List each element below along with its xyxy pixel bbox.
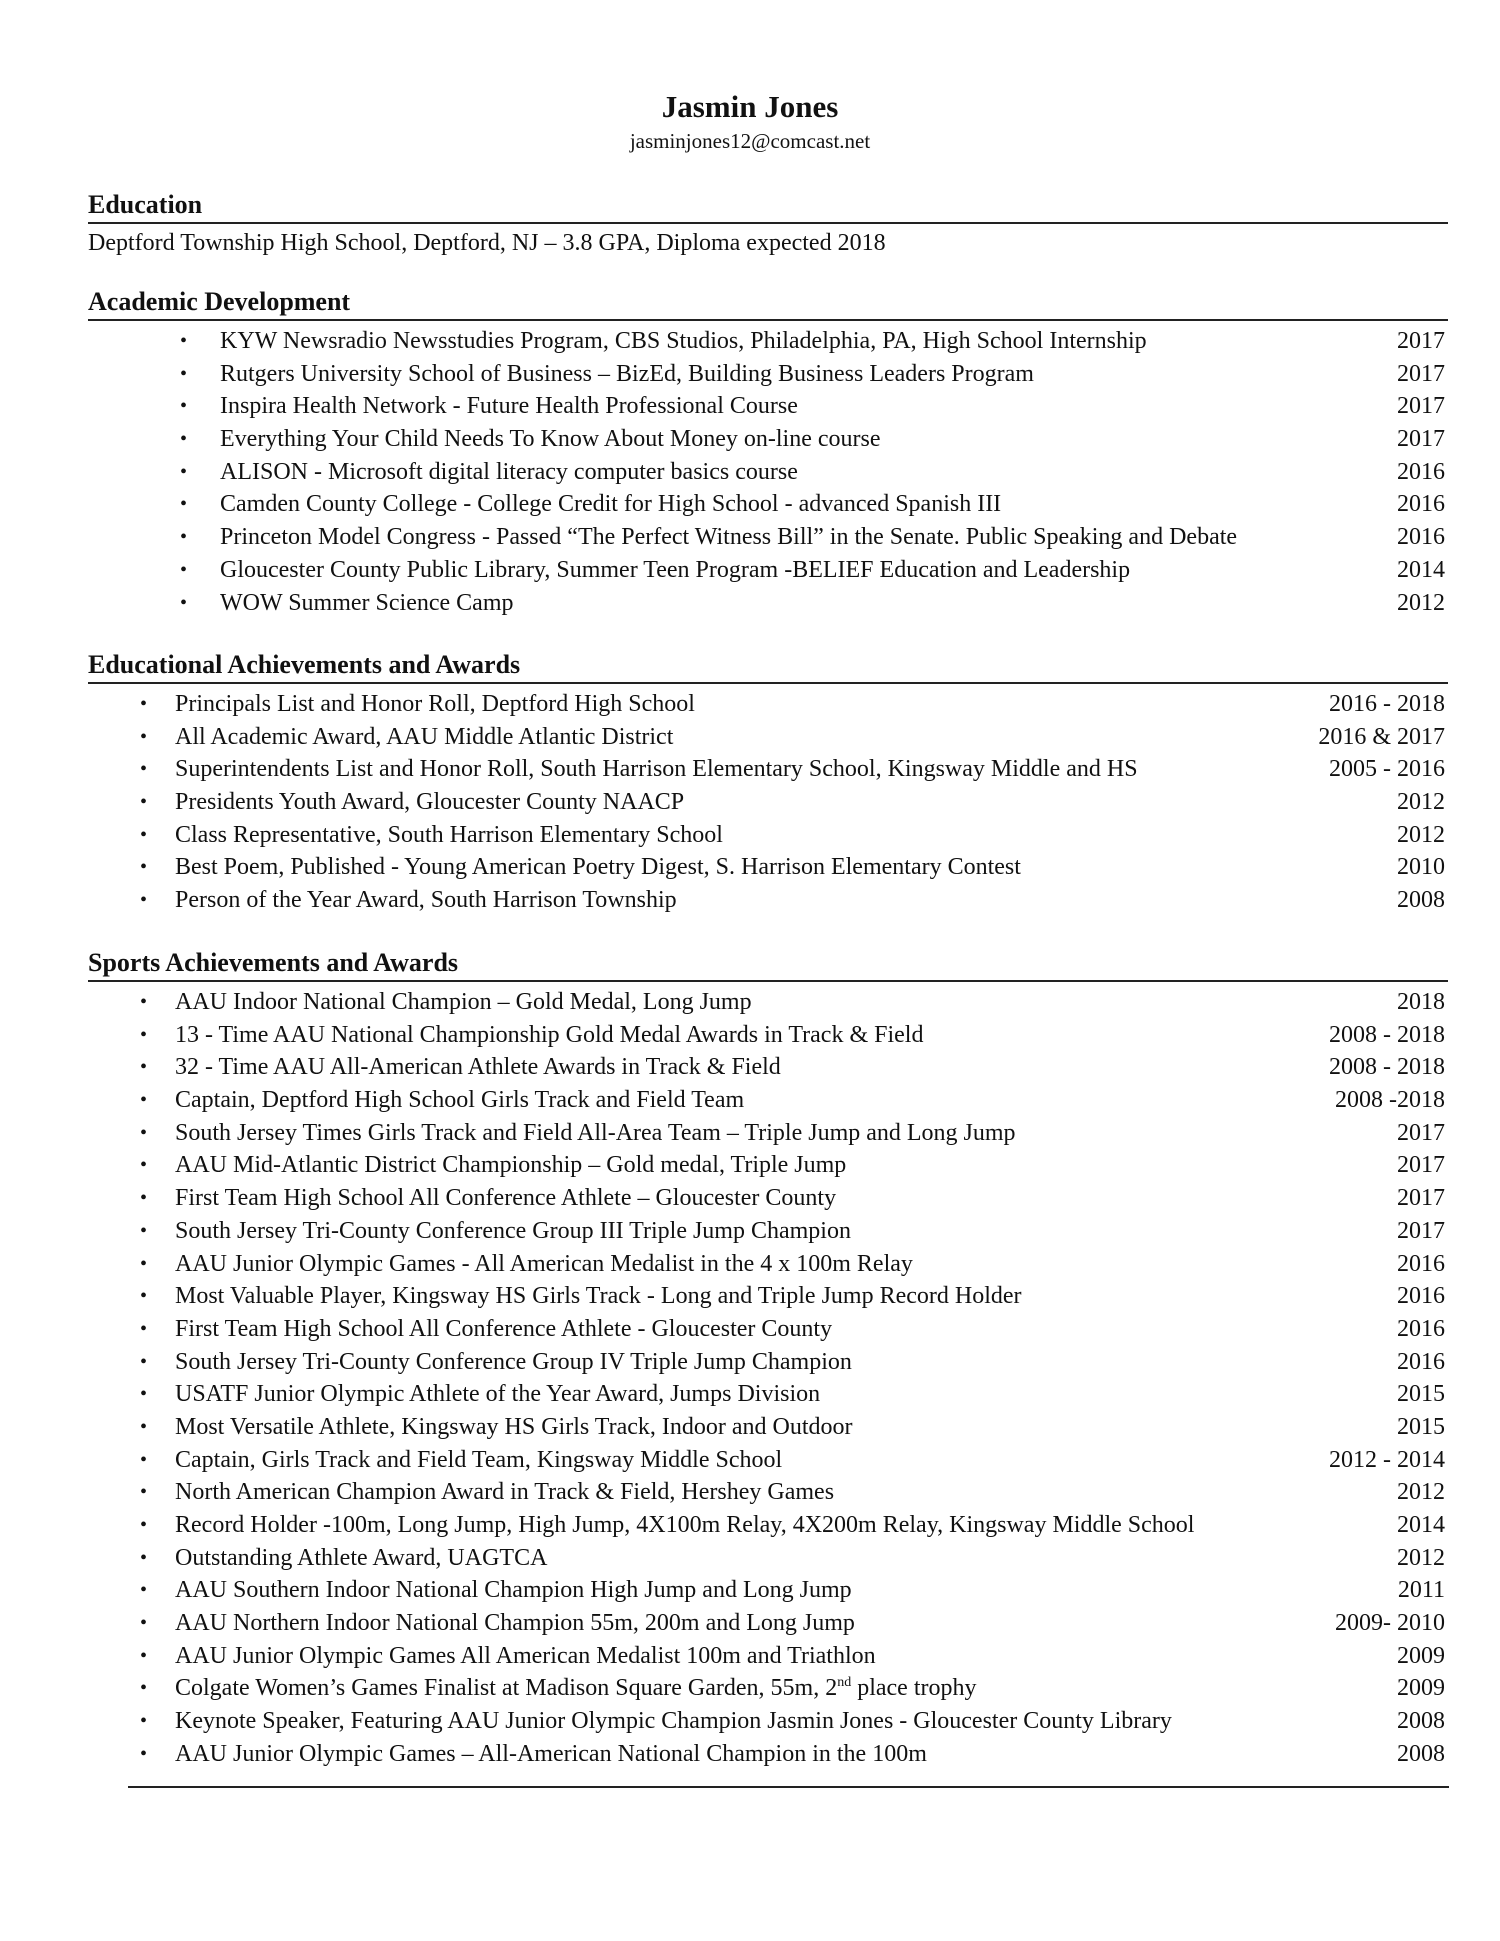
item-year: 2009 <box>1397 1642 1445 1669</box>
item-year: 2009- 2010 <box>1335 1610 1445 1637</box>
item-text: North American Champion Award in Track & Field, Hershey Games <box>175 1479 835 1506</box>
list-item <box>88 1672 1445 1705</box>
item-year: 2017 <box>1397 1152 1445 1179</box>
item-text: All Academic Award, AAU Middle Atlantic District <box>175 723 674 750</box>
list-item <box>88 1444 1445 1477</box>
item-year: 2017 <box>1397 1217 1445 1244</box>
list-item <box>88 786 1445 819</box>
item-text: AAU Junior Olympic Games All American Medalist 100m and Triathlon <box>175 1642 876 1669</box>
list-item <box>88 1051 1445 1084</box>
list-item <box>88 1509 1445 1542</box>
bullet-icon: • <box>140 1285 148 1308</box>
bullet-icon: • <box>140 991 148 1013</box>
item-text: Principals List and Honor Roll, Deptford High School <box>175 691 695 717</box>
item-year: 2016 <box>1397 491 1445 518</box>
list-item <box>88 1248 1445 1281</box>
bullet-icon: • <box>140 1710 148 1733</box>
educational-awards-heading: Educational Achievements and Awards <box>88 650 1448 684</box>
item-year: 2009 <box>1397 1675 1445 1702</box>
list-item <box>88 587 1445 620</box>
item-text: AAU Indoor National Champion – Gold Medal, Long Jump <box>175 989 752 1015</box>
item-year: 2008 <box>1397 1708 1445 1735</box>
item-text: AAU Mid-Atlantic District Championship – Gold medal, Triple Jump <box>175 1152 847 1179</box>
item-year: 2014 <box>1397 1512 1445 1538</box>
item-text: South Jersey Tri-County Conference Group IV Triple Jump Champion <box>175 1348 852 1375</box>
bullet-icon: • <box>180 460 188 483</box>
item-year: 2017 <box>1397 393 1445 420</box>
item-year: 2011 <box>1397 1577 1445 1604</box>
bullet-icon: • <box>180 362 188 385</box>
item-year: 2012 <box>1397 789 1445 816</box>
list-item <box>88 1117 1445 1150</box>
item-text: AAU Junior Olympic Games – All-American National Champion in the 100m <box>175 1740 927 1767</box>
item-year: 2015 <box>1397 1413 1445 1440</box>
bottom-rule-divider <box>128 1786 1449 1788</box>
list-item <box>88 1738 1445 1771</box>
list-item <box>88 1411 1445 1444</box>
item-year: 2008 <box>1397 887 1445 914</box>
item-year: 2017 <box>1397 1119 1445 1146</box>
item-year: 2014 <box>1397 556 1445 583</box>
bullet-icon: • <box>140 1546 148 1569</box>
item-text: Most Valuable Player, Kingsway HS Girls Track - Long and Triple Jump Record Holder <box>175 1283 1022 1310</box>
bullet-icon: • <box>140 1154 148 1177</box>
item-text: Best Poem, Published - Young American Poetry Digest, S. Harrison Elementary Contest <box>175 854 1021 881</box>
item-text: USATF Junior Olympic Athlete of the Year Award, Jumps Division <box>175 1381 821 1408</box>
item-year: 2016 <box>1397 1348 1445 1375</box>
bullet-icon: • <box>140 1612 148 1635</box>
list-item <box>88 721 1445 754</box>
item-text: AAU Northern Indoor National Champion 55m, 200m and Long Jump <box>175 1610 855 1637</box>
item-year: 2010 <box>1397 854 1445 881</box>
item-text: Most Versatile Athlete, Kingsway HS Girls Track, Indoor and Outdoor <box>175 1413 853 1440</box>
bullet-icon: • <box>140 856 148 879</box>
item-text-after: place trophy <box>851 1675 977 1702</box>
item-year: 2016 <box>1397 458 1445 485</box>
item-year: 2008 - 2018 <box>1329 1054 1445 1081</box>
bullet-icon: • <box>140 1252 148 1275</box>
item-year: 2017 <box>1397 328 1445 354</box>
item-year: 2017 <box>1397 1185 1445 1212</box>
academic-development-heading: Academic Development <box>88 287 1448 321</box>
item-year: 2012 - 2014 <box>1329 1446 1445 1473</box>
bullet-icon: • <box>180 330 188 352</box>
item-year: 2016 <box>1397 1315 1445 1342</box>
bullet-icon: • <box>140 725 148 748</box>
item-text <box>175 1672 977 1705</box>
list-item <box>88 1182 1445 1215</box>
item-year: 2012 <box>1397 1479 1445 1506</box>
bullet-icon: • <box>180 558 188 581</box>
list-item <box>88 1378 1445 1411</box>
bullet-icon: • <box>140 1514 148 1536</box>
bullet-icon: • <box>180 591 188 614</box>
bullet-icon: • <box>140 1350 148 1373</box>
resume-name: Jasmin Jones <box>661 89 839 124</box>
item-text: First Team High School All Conference Athlete - Gloucester County <box>175 1315 833 1342</box>
bullet-icon: • <box>140 1187 148 1210</box>
bullet-icon: • <box>180 493 188 516</box>
item-year: 2012 <box>1397 1544 1445 1571</box>
bullet-icon: • <box>140 791 148 814</box>
list-item <box>88 1346 1445 1379</box>
item-text: Captain, Deptford High School Girls Track and Field Team <box>175 1087 745 1114</box>
item-text: Record Holder -100m, Long Jump, High Jump, 4X100m Relay, 4X200m Relay, Kingsway Middle School <box>175 1512 1195 1538</box>
bullet-icon: • <box>180 428 188 451</box>
list-item <box>88 1215 1445 1248</box>
list-item <box>88 390 1445 423</box>
list-item <box>88 1574 1445 1607</box>
item-year: 2016 - 2018 <box>1329 691 1445 717</box>
list-item <box>88 1640 1445 1673</box>
list-item <box>88 358 1445 391</box>
list-item <box>88 423 1445 456</box>
item-text: Keynote Speaker, Featuring AAU Junior Olympic Champion Jasmin Jones - Gloucester County Library <box>175 1708 1172 1735</box>
bullet-icon: • <box>140 1579 148 1602</box>
education-heading: Education <box>88 190 1448 224</box>
item-text: Rutgers University School of Business – BizEd, Building Business Leaders Program <box>220 360 1034 387</box>
list-item <box>88 986 1445 1019</box>
bullet-icon: • <box>140 1448 148 1471</box>
item-text: ALISON - Microsoft digital literacy computer basics course <box>220 458 798 485</box>
item-text: First Team High School All Conference Athlete – Gloucester County <box>175 1185 837 1212</box>
list-item <box>88 325 1445 358</box>
item-text: South Jersey Times Girls Track and Field All-Area Team – Triple Jump and Long Jump <box>175 1119 1016 1146</box>
list-item <box>88 456 1445 489</box>
item-year: 2017 <box>1397 426 1445 453</box>
bullet-icon: • <box>140 1481 148 1504</box>
list-item <box>88 488 1445 521</box>
list-item <box>88 1019 1445 1052</box>
item-year: 2016 <box>1397 1283 1445 1310</box>
item-year: 2008 <box>1397 1740 1445 1767</box>
item-year: 2015 <box>1397 1381 1445 1408</box>
item-text: AAU Southern Indoor National Champion High Jump and Long Jump <box>175 1577 852 1604</box>
list-item <box>88 1084 1445 1117</box>
list-item <box>88 688 1445 721</box>
bullet-icon: • <box>180 526 188 549</box>
bullet-icon: • <box>140 1677 148 1700</box>
bullet-icon: • <box>140 1415 148 1438</box>
resume-email: jasminjones12@comcast.net <box>629 129 871 153</box>
list-item <box>88 1542 1445 1575</box>
item-text: KYW Newsradio Newsstudies Program, CBS Studios, Philadelphia, PA, High School Internship <box>220 328 1147 354</box>
list-item <box>88 753 1445 786</box>
item-text: 13 - Time AAU National Championship Gold Medal Awards in Track & Field <box>175 1021 924 1048</box>
bullet-icon: • <box>140 1219 148 1242</box>
list-item <box>88 1280 1445 1313</box>
bullet-icon: • <box>140 823 148 846</box>
item-text: 32 - Time AAU All-American Athlete Awards in Track & Field <box>175 1054 781 1081</box>
item-year: 2008 - 2018 <box>1329 1021 1445 1048</box>
bullet-icon: • <box>140 1121 148 1144</box>
bullet-icon: • <box>140 1742 148 1765</box>
academic-development-list <box>88 325 1445 619</box>
item-text: Camden County College - College Credit for High School - advanced Spanish III <box>220 491 1002 518</box>
item-year: 2016 <box>1397 524 1445 551</box>
item-text: Captain, Girls Track and Field Team, Kingsway Middle School <box>175 1446 783 1473</box>
bullet-icon: • <box>140 758 148 781</box>
item-text: AAU Junior Olympic Games - All American Medalist in the 4 x 100m Relay <box>175 1250 913 1277</box>
list-item <box>88 851 1445 884</box>
bullet-icon: • <box>140 1056 148 1079</box>
list-item <box>88 1476 1445 1509</box>
list-item <box>88 819 1445 852</box>
item-text: Princeton Model Congress - Passed “The Perfect Witness Bill” in the Senate. Public Speaking and Debate <box>220 524 1238 551</box>
educational-awards-list <box>88 688 1445 917</box>
list-item <box>88 1705 1445 1738</box>
item-text: Person of the Year Award, South Harrison Township <box>175 887 677 914</box>
bullet-icon: • <box>140 1089 148 1112</box>
ordinal-superscript: nd <box>837 1675 852 1691</box>
item-year: 2017 <box>1397 360 1445 387</box>
item-year: 2018 <box>1397 989 1445 1015</box>
bullet-icon: • <box>140 1023 148 1046</box>
item-year: 2012 <box>1397 821 1445 848</box>
sports-awards-list <box>88 986 1445 1771</box>
list-item <box>88 1149 1445 1182</box>
bullet-icon: • <box>140 889 148 912</box>
education-line: Deptford Township High School, Deptford, NJ – 3.8 GPA, Diploma expected 2018 <box>88 230 886 256</box>
bullet-icon: • <box>140 1317 148 1340</box>
item-year: 2016 & 2017 <box>1318 723 1445 750</box>
list-item <box>88 884 1445 917</box>
list-item <box>88 1607 1445 1640</box>
sports-awards-heading: Sports Achievements and Awards <box>88 948 1448 982</box>
item-text: Presidents Youth Award, Gloucester County NAACP <box>175 789 685 816</box>
bullet-icon: • <box>140 693 148 715</box>
item-text: Class Representative, South Harrison Elementary School <box>175 821 723 848</box>
list-item <box>88 521 1445 554</box>
list-item <box>88 554 1445 587</box>
item-year: 2016 <box>1397 1250 1445 1277</box>
item-text: South Jersey Tri-County Conference Group III Triple Jump Champion <box>175 1217 851 1244</box>
item-year: 2005 - 2016 <box>1329 756 1445 783</box>
item-text: Gloucester County Public Library, Summer Teen Program -BELIEF Education and Leadership <box>220 556 1131 583</box>
list-item <box>88 1313 1445 1346</box>
bullet-icon: • <box>140 1644 148 1667</box>
item-text: Everything Your Child Needs To Know About Money on-line course <box>220 426 881 453</box>
bullet-icon: • <box>180 395 188 418</box>
bullet-icon: • <box>140 1383 148 1406</box>
item-text: Outstanding Athlete Award, UAGTCA <box>175 1544 548 1571</box>
item-year: 2012 <box>1397 589 1445 616</box>
item-text: WOW Summer Science Camp <box>220 589 514 616</box>
item-text-before: Colgate Women’s Games Finalist at Madison Square Garden, 55m, 2 <box>175 1675 838 1702</box>
item-text: Inspira Health Network - Future Health Professional Course <box>220 393 798 420</box>
item-year: 2008 -2018 <box>1335 1087 1445 1114</box>
item-text: Superintendents List and Honor Roll, South Harrison Elementary School, Kingsway Middle and HS <box>175 756 1138 783</box>
